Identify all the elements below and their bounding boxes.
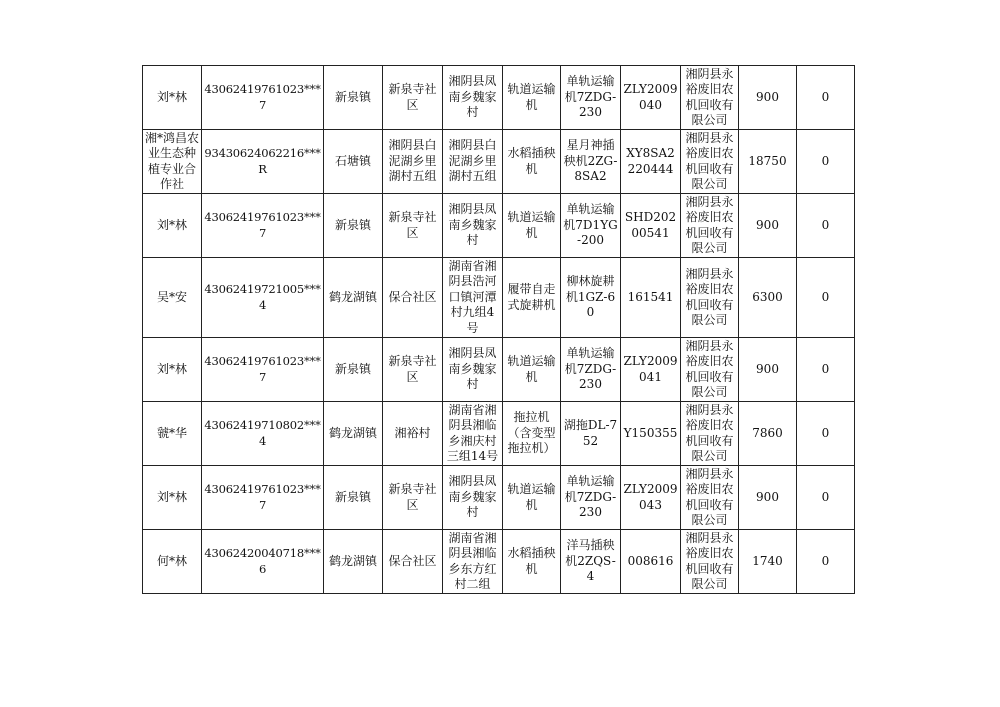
cell-model: 单轨运输机7ZDG-230 [561, 66, 621, 130]
cell-id-number: 43062420040718***6 [202, 530, 324, 594]
cell-machine-type: 水稻插秧机 [503, 130, 561, 194]
cell-amount: 7860 [739, 402, 797, 466]
cell-name: 刘*林 [143, 194, 202, 258]
cell-town: 鹤龙湖镇 [324, 530, 383, 594]
cell-model: 单轨运输机7ZDG-230 [561, 338, 621, 402]
table-row [143, 258, 855, 338]
cell-machine-type: 水稻插秧机 [503, 530, 561, 594]
table-row [143, 530, 855, 594]
cell-extra: 0 [797, 66, 855, 130]
cell-address: 湖南省湘阴县湘临乡东方红村二组 [443, 530, 503, 594]
cell-recycler: 湘阴县永裕废旧农机回收有限公司 [681, 530, 739, 594]
cell-serial: ZLY2009043 [621, 466, 681, 530]
cell-id-number: 43062419710802***4 [202, 402, 324, 466]
cell-recycler: 湘阴县永裕废旧农机回收有限公司 [681, 466, 739, 530]
cell-serial: SHD20200541 [621, 194, 681, 258]
cell-machine-type: 履带自走式旋耕机 [503, 258, 561, 338]
cell-recycler: 湘阴县永裕废旧农机回收有限公司 [681, 402, 739, 466]
cell-name: 虢*华 [143, 402, 202, 466]
cell-amount: 18750 [739, 130, 797, 194]
cell-town: 新泉镇 [324, 66, 383, 130]
cell-recycler: 湘阴县永裕废旧农机回收有限公司 [681, 194, 739, 258]
table-body [143, 66, 855, 594]
table-row [143, 194, 855, 258]
cell-amount: 900 [739, 338, 797, 402]
cell-id-number: 43062419761023***7 [202, 338, 324, 402]
cell-address: 湘阴县凤南乡魏家村 [443, 194, 503, 258]
cell-address: 湖南省湘阴县湘临乡湘庆村三组14号 [443, 402, 503, 466]
cell-extra: 0 [797, 530, 855, 594]
cell-model: 柳林旋耕机1GZ-60 [561, 258, 621, 338]
cell-address: 湘阴县凤南乡魏家村 [443, 338, 503, 402]
cell-community: 新泉寺社区 [383, 194, 443, 258]
cell-amount: 1740 [739, 530, 797, 594]
cell-model: 湖拖DL-752 [561, 402, 621, 466]
cell-serial: 008616 [621, 530, 681, 594]
cell-community: 新泉寺社区 [383, 66, 443, 130]
cell-town: 新泉镇 [324, 338, 383, 402]
cell-model: 洋马插秧机2ZQS-4 [561, 530, 621, 594]
cell-extra: 0 [797, 258, 855, 338]
cell-community: 保合社区 [383, 530, 443, 594]
cell-serial: ZLY2009041 [621, 338, 681, 402]
cell-recycler: 湘阴县永裕废旧农机回收有限公司 [681, 258, 739, 338]
cell-address: 湘阴县凤南乡魏家村 [443, 66, 503, 130]
cell-extra: 0 [797, 338, 855, 402]
cell-extra: 0 [797, 402, 855, 466]
cell-recycler: 湘阴县永裕废旧农机回收有限公司 [681, 66, 739, 130]
cell-serial: ZLY2009040 [621, 66, 681, 130]
cell-machine-type: 拖拉机（含变型拖拉机） [503, 402, 561, 466]
cell-extra: 0 [797, 130, 855, 194]
cell-machine-type: 轨道运输机 [503, 338, 561, 402]
cell-model: 星月神插秧机2ZG-8SA2 [561, 130, 621, 194]
cell-extra: 0 [797, 466, 855, 530]
table-row [143, 338, 855, 402]
cell-name: 何*林 [143, 530, 202, 594]
table-row [143, 130, 855, 194]
cell-amount: 6300 [739, 258, 797, 338]
cell-town: 新泉镇 [324, 466, 383, 530]
cell-community: 湘裕村 [383, 402, 443, 466]
cell-address: 湘阴县凤南乡魏家村 [443, 466, 503, 530]
cell-id-number: 43062419721005***4 [202, 258, 324, 338]
cell-amount: 900 [739, 466, 797, 530]
cell-address: 湘阴县白泥湖乡里湖村五组 [443, 130, 503, 194]
table-row [143, 466, 855, 530]
cell-extra: 0 [797, 194, 855, 258]
cell-town: 鹤龙湖镇 [324, 402, 383, 466]
table-row [143, 402, 855, 466]
cell-serial: XY8SA2220444 [621, 130, 681, 194]
cell-serial: Y150355 [621, 402, 681, 466]
cell-model: 单轨运输机7D1YG-200 [561, 194, 621, 258]
records-table [142, 65, 855, 594]
cell-community: 湘阴县白泥湖乡里湖村五组 [383, 130, 443, 194]
cell-id-number: 43062419761023***7 [202, 194, 324, 258]
cell-community: 新泉寺社区 [383, 466, 443, 530]
cell-name: 刘*林 [143, 466, 202, 530]
table-row [143, 66, 855, 130]
cell-id-number: 43062419761023***7 [202, 66, 324, 130]
cell-name: 刘*林 [143, 66, 202, 130]
cell-serial: 161541 [621, 258, 681, 338]
cell-address: 湖南省湘阴县浩河口镇河潭村九组4号 [443, 258, 503, 338]
cell-id-number: 43062419761023***7 [202, 466, 324, 530]
cell-machine-type: 轨道运输机 [503, 466, 561, 530]
cell-town: 鹤龙湖镇 [324, 258, 383, 338]
cell-amount: 900 [739, 194, 797, 258]
cell-machine-type: 轨道运输机 [503, 66, 561, 130]
cell-town: 新泉镇 [324, 194, 383, 258]
cell-name: 刘*林 [143, 338, 202, 402]
cell-machine-type: 轨道运输机 [503, 194, 561, 258]
cell-name: 湘*鸿昌农业生态种植专业合作社 [143, 130, 202, 194]
cell-id-number: 93430624062216***R [202, 130, 324, 194]
cell-amount: 900 [739, 66, 797, 130]
cell-town: 石塘镇 [324, 130, 383, 194]
cell-recycler: 湘阴县永裕废旧农机回收有限公司 [681, 130, 739, 194]
cell-community: 保合社区 [383, 258, 443, 338]
cell-community: 新泉寺社区 [383, 338, 443, 402]
cell-name: 吴*安 [143, 258, 202, 338]
cell-recycler: 湘阴县永裕废旧农机回收有限公司 [681, 338, 739, 402]
cell-model: 单轨运输机7ZDG-230 [561, 466, 621, 530]
